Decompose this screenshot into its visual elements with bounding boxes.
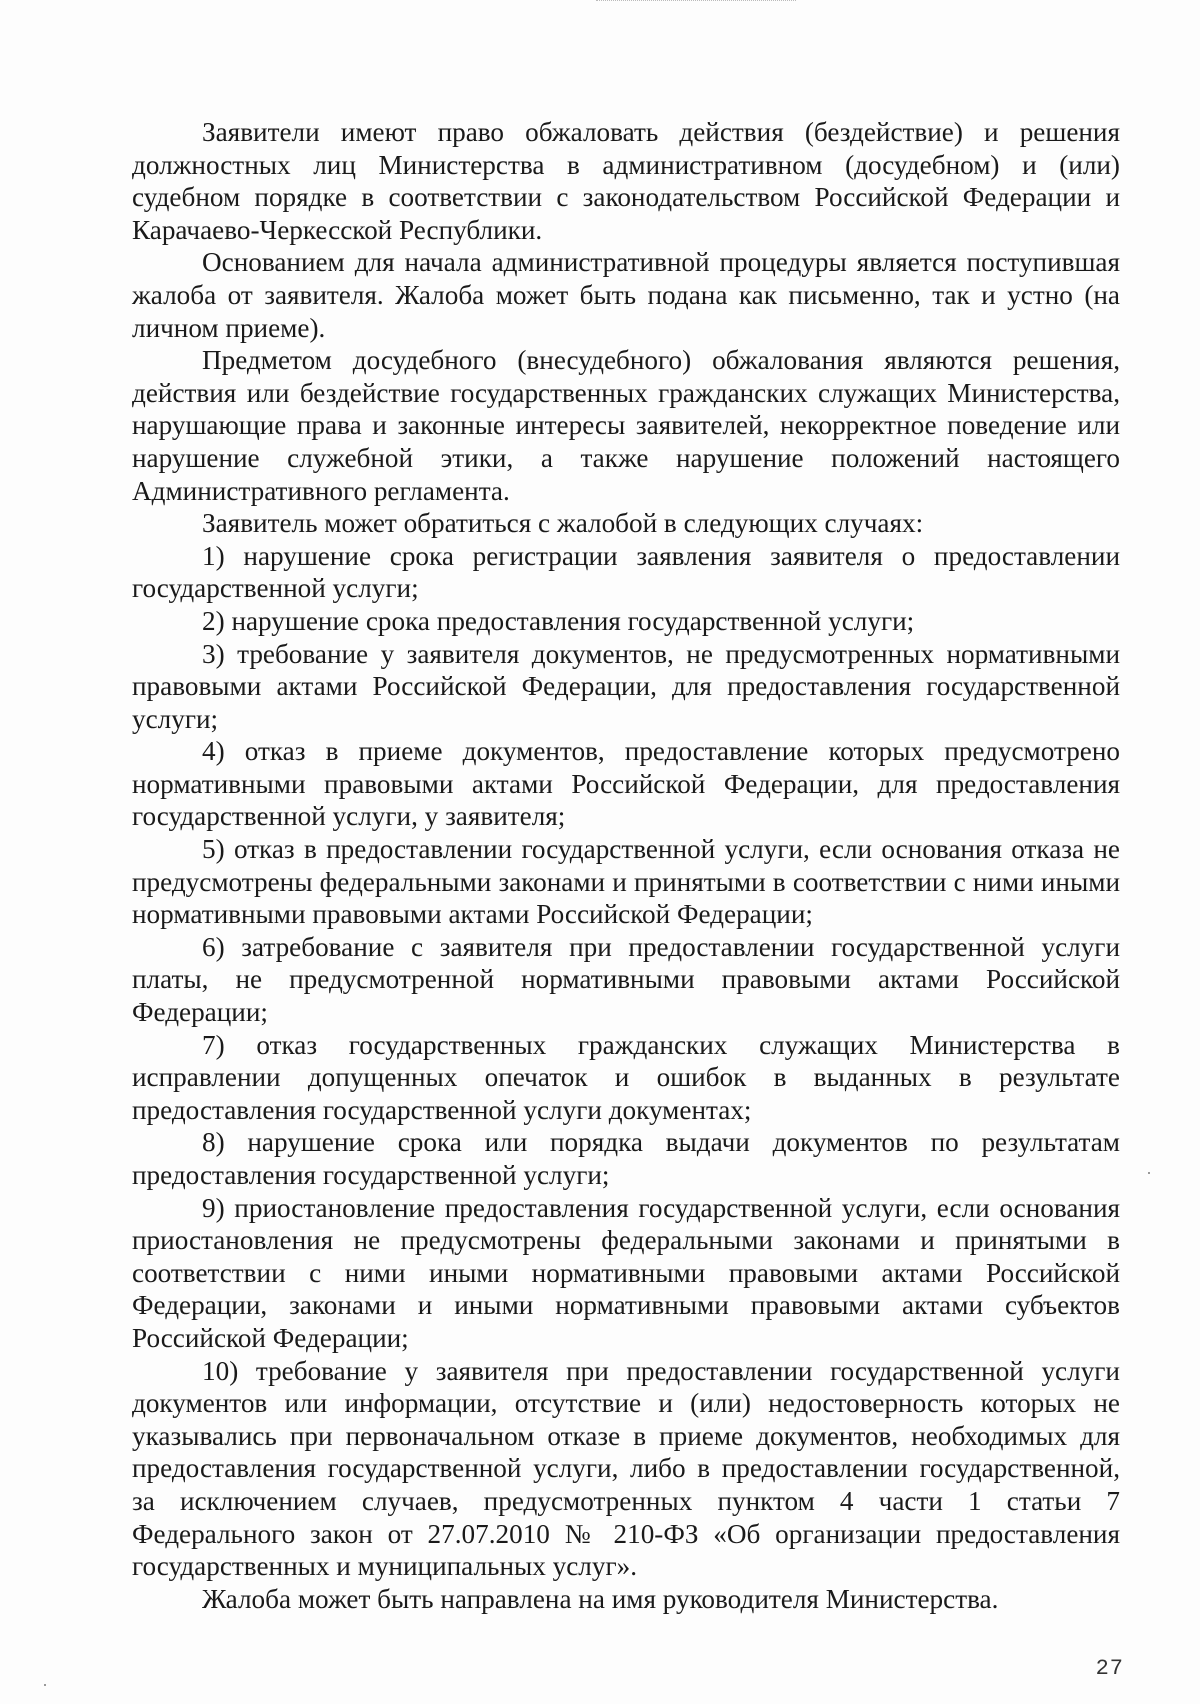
paragraph-cases-intro: Заявитель может обратиться с жалобой в следующих случаях: — [202, 508, 924, 539]
scan-artifact-top — [596, 0, 796, 4]
paragraph-appeal-right: Заявители имеют право обжаловать действия (бездействие) и решения должностных лиц Министерства в административном (досудебном) и (или) судебном порядке в соответствии с законодательством Российской Федерации и Карачаево-Черкесской Республики. — [132, 117, 1120, 245]
list-item-10: 10) требование у заявителя при предоставлении государственной услуги документов или информации, отсутствие и (или) недостоверность которых не указывались при первоначальном отказе в приеме документов, необходимых для предоставления государственной услуги, либо в предоставлении государственной, за исключением случаев, предусмотренных пунктом 4 части 1 статьи 7 Федерального закон от 27.07.2010 № 210-ФЗ «Об организации предоставления государственных и муниципальных услуг». — [132, 1355, 1120, 1582]
list-item-4: 4) отказ в приеме документов, предоставление которых предусмотрено нормативными правовыми актами Российской Федерации, для предоставления государственной услуги, у заявителя; — [132, 736, 1120, 832]
list-item-3: 3) требование у заявителя документов, не предусмотренных нормативными правовыми актами Российской Федерации, для предоставления государственной услуги; — [132, 638, 1120, 734]
list-item-6: 6) затребование с заявителя при предоставлении государственной услуги платы, не предусмотренной нормативными правовыми актами Российской Федерации; — [132, 931, 1120, 1028]
list-item-7: 7) отказ государственных гражданских служащих Министерства в исправлении допущенных опечаток и ошибок в выданных в результате предоставления государственной услуги документах; — [132, 1029, 1120, 1125]
scan-artifact-dot — [1148, 1172, 1150, 1174]
list-item-8: 8) нарушение срока или порядка выдачи документов по результатам предоставления государственной услуги; — [132, 1127, 1120, 1190]
page-number: 27 — [1095, 1656, 1124, 1681]
list-item-9: 9) приостановление предоставления государственной услуги, если основания приостановления не предусмотрены федеральными законами и принятыми в соответствии с ними иными нормативными правовыми актами Российской Федерации, законами и иными нормативными правовыми актами субъектов Российской Федерации; — [132, 1192, 1120, 1353]
paragraph-procedure-basis: Основанием для начала административной процедуры является поступившая жалоба от заявителя. Жалоба может быть подана как письменно, так и устно (на личном приеме). — [132, 247, 1120, 343]
paragraph-appeal-subject: Предметом досудебного (внесудебного) обжалования являются решения, действия или бездействие государственных гражданских служащих Министерства, нарушающие права и законные интересы заявителей, некорректное поведение или нарушение служебной этики, а также нарушение положений настоящего Административного регламента. — [132, 345, 1120, 506]
list-item-5: 5) отказ в предоставлении государственной услуги, если основания отказа не предусмотрены федеральными законами и принятыми в соответствии с ними иными нормативными правовыми актами Российской Федерации; — [132, 834, 1120, 930]
document-body — [132, 116, 1120, 1615]
list-item-1: 1) нарушение срока регистрации заявления заявителя о предоставлении государственной услуги; — [132, 540, 1120, 604]
list-item-2: 2) нарушение срока предоставления государственной услуги; — [202, 605, 915, 636]
scan-artifact-dot — [44, 1684, 46, 1686]
paragraph-addressee: Жалоба может быть направлена на имя руководителя Министерства. — [202, 1583, 999, 1614]
